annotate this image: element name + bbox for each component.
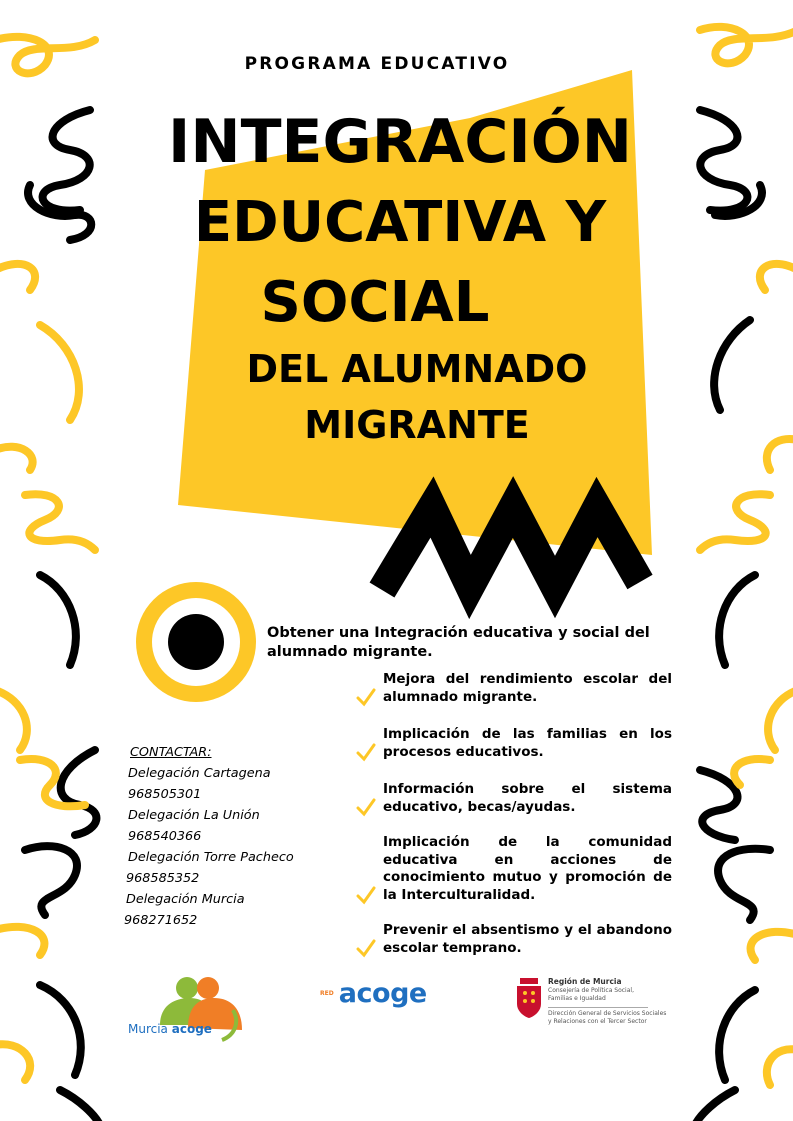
- contact-line: Delegación Torre Pacheco: [128, 850, 294, 865]
- region-line: Familias e Igualdad: [548, 995, 606, 1002]
- region-line: y Relaciones con el Tercer Sector: [548, 1018, 647, 1025]
- region-murcia-logo: [548, 978, 678, 1027]
- red-acoge-logo: [320, 978, 427, 1009]
- left-swirls: [0, 37, 100, 1121]
- region-name: Región de Murcia: [548, 977, 622, 986]
- contact-phone: 968271652: [124, 913, 198, 928]
- region-line: Dirección General de Servicios Sociales: [548, 1009, 667, 1017]
- title-line-3: SOCIAL: [260, 270, 490, 335]
- benefit-item: [354, 781, 672, 816]
- check-icon: [356, 886, 376, 906]
- benefit-item: [354, 834, 672, 904]
- benefit-item: [354, 726, 672, 761]
- title-line-2: EDUCATIVA Y: [193, 190, 607, 255]
- red-acoge-name: acoge: [338, 978, 427, 1009]
- logo-word-murcia: Murcia: [128, 1022, 168, 1036]
- title-line-1: INTEGRACIÓN: [168, 107, 632, 177]
- contact-line: Delegación Murcia: [126, 892, 245, 907]
- benefit-item: [354, 671, 672, 706]
- benefit-text: Información sobre el sistema educativo, becas/ayudas.: [383, 781, 672, 815]
- check-icon: [356, 939, 376, 959]
- contact-phone: 968540366: [128, 829, 202, 844]
- benefit-item: [354, 922, 672, 957]
- murcia-acoge-logo-text: [128, 1022, 212, 1036]
- check-icon: [356, 798, 376, 818]
- red-acoge-prefix: RED: [320, 990, 334, 997]
- contact-line: Delegación Cartagena: [128, 766, 271, 781]
- benefit-text: Implicación de la comunidad educativa en acciones de conocimiento mutuo y promoción de la Interculturalidad.: [383, 834, 672, 903]
- contact-heading: CONTACTAR:: [130, 745, 212, 760]
- contact-phone: 968585352: [126, 871, 200, 886]
- right-swirls: [695, 27, 793, 1121]
- contact-line: Delegación La Unión: [128, 808, 260, 823]
- benefits-list: [354, 671, 672, 957]
- benefit-text: Mejora del rendimiento escolar del alumnado migrante.: [383, 671, 672, 705]
- region-murcia-crest: [517, 978, 541, 1018]
- check-icon: [356, 743, 376, 763]
- benefit-text: Prevenir el absentismo y el abandono escolar temprano.: [383, 922, 672, 956]
- contact-phone: 968505301: [128, 787, 202, 802]
- benefit-text: Implicación de las familias en los procesos educativos.: [383, 726, 672, 760]
- region-line: Consejería de Política Social,: [548, 986, 634, 994]
- title-line-4: DEL ALUMNADO: [246, 347, 588, 391]
- title-line-5: MIGRANTE: [304, 403, 530, 447]
- goal-statement: Obtener una Integración educativa y social del alumnado migrante.: [267, 625, 650, 660]
- program-label: PROGRAMA EDUCATIVO: [244, 54, 510, 74]
- contact-block: [124, 742, 344, 931]
- target-circle: [136, 582, 256, 702]
- region-divider: [548, 1007, 648, 1008]
- check-icon: [356, 688, 376, 708]
- logo-word-acoge: acoge: [171, 1022, 212, 1036]
